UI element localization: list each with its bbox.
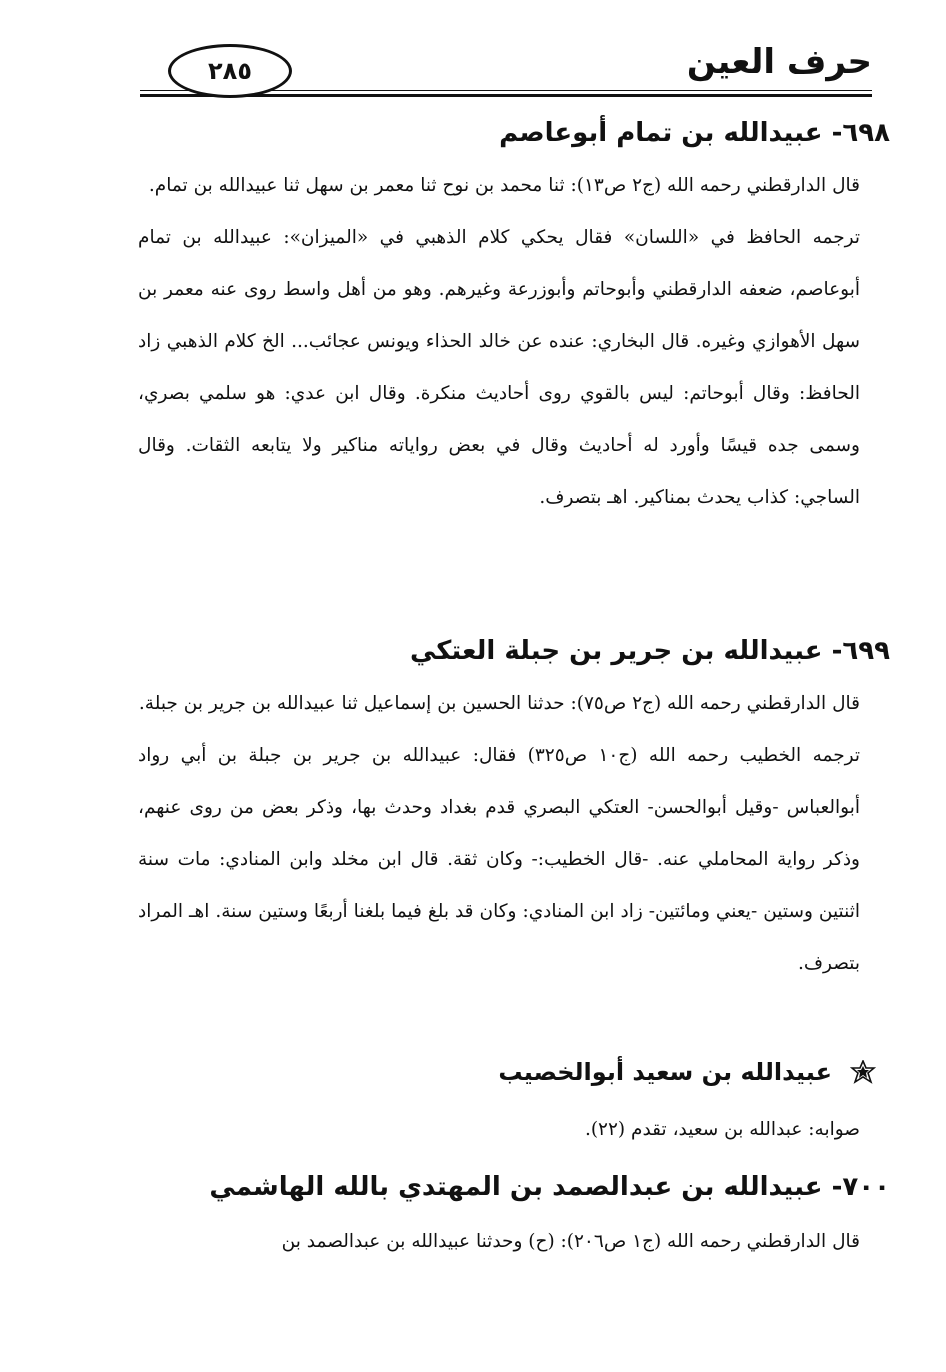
entry-paragraph: قال الدارقطني رحمه الله (ج٢ ص٧٥): حدثنا الحسين بن إسماعيل ثنا عبيدالله بن جرير بن جبلة. [138, 693, 860, 714]
entry-heading: ٦٩٩- عبيدالله بن جرير بن جبلة العتكي [409, 636, 890, 666]
entry-heading: ٧٠٠- عبيدالله بن عبدالصمد بن المهتدي بالله الهاشمي [209, 1172, 890, 1202]
entry-body [138, 1104, 860, 1156]
chapter-title: حرف العين [686, 42, 872, 82]
entry-paragraph: قال الدارقطني رحمه الله (ج١ ص٢٠٦): (ح) وحدثنا عبيدالله بن عبدالصمد بن [281, 1231, 860, 1252]
ornament-star-icon [850, 1060, 876, 1086]
page-number: ٢٨٥ [168, 44, 292, 98]
entry-heading-crossref [498, 1058, 876, 1086]
entry-paragraph: ترجمه الخطيب رحمه الله (ج١٠ ص٣٢٥) فقال: عبيدالله بن جرير بن جبلة بن أبي رواد أبوالعباس -وقيل أبوالحسن- العتكي البصري قدم بغداد وحدث بها، وذكر بعض من روى عنهم، وذكر رواية المحاملي عنه. -قال الخطيب:- وكان ثقة. قال ابن مخلد وابن المنادي: مات سنة اثنتين وستين -يعني ومائتين- زاد ابن المنادي: وكان قد بلغ فيما بلغنا أربعًا وستين سنة. اهـ المراد بتصرف. [138, 745, 860, 974]
crossref-heading-text: عبيدالله بن سعيد أبوالخصيب [498, 1058, 832, 1086]
entry-body [138, 678, 860, 990]
entry-paragraph: قال الدارقطني رحمه الله (ج٢ ص١٣): ثنا محمد بن نوح ثنا معمر بن سهل ثنا عبيدالله بن تمام. [148, 175, 860, 196]
entry-paragraph: صوابه: عبدالله بن سعيد، تقدم (٢٢). [584, 1119, 860, 1140]
entry-heading: ٦٩٨- عبيدالله بن تمام أبوعاصم [499, 118, 890, 148]
entry-body [138, 1216, 860, 1268]
page-header [140, 38, 872, 96]
entry-body [138, 160, 860, 524]
entry-paragraph: ترجمه الحافظ في «اللسان» فقال يحكي كلام الذهبي في «الميزان»: عبيدالله بن تمام أبوعاصم، ضعفه الدارقطني وأبوحاتم وأبوزرعة وغيرهم. وهو من أهل واسط روى عنه معمر بن سهل الأهوازي وغيره. قال البخاري: عنده عن خالد الحذاء ويونس عجائب... الخ كلام الذهبي زاد الحافظ: وقال أبوحاتم: ليس بالقوي روى أحاديث منكرة. وقال ابن عدي: هو سلمي بصري، وسمى جده قيسًا وأورد له أحاديث وقال في بعض رواياته مناكير ولا يتابعه الثقات. وقال الساجي: كذاب يحدث بمناكير. اهـ بتصرف. [138, 227, 860, 508]
